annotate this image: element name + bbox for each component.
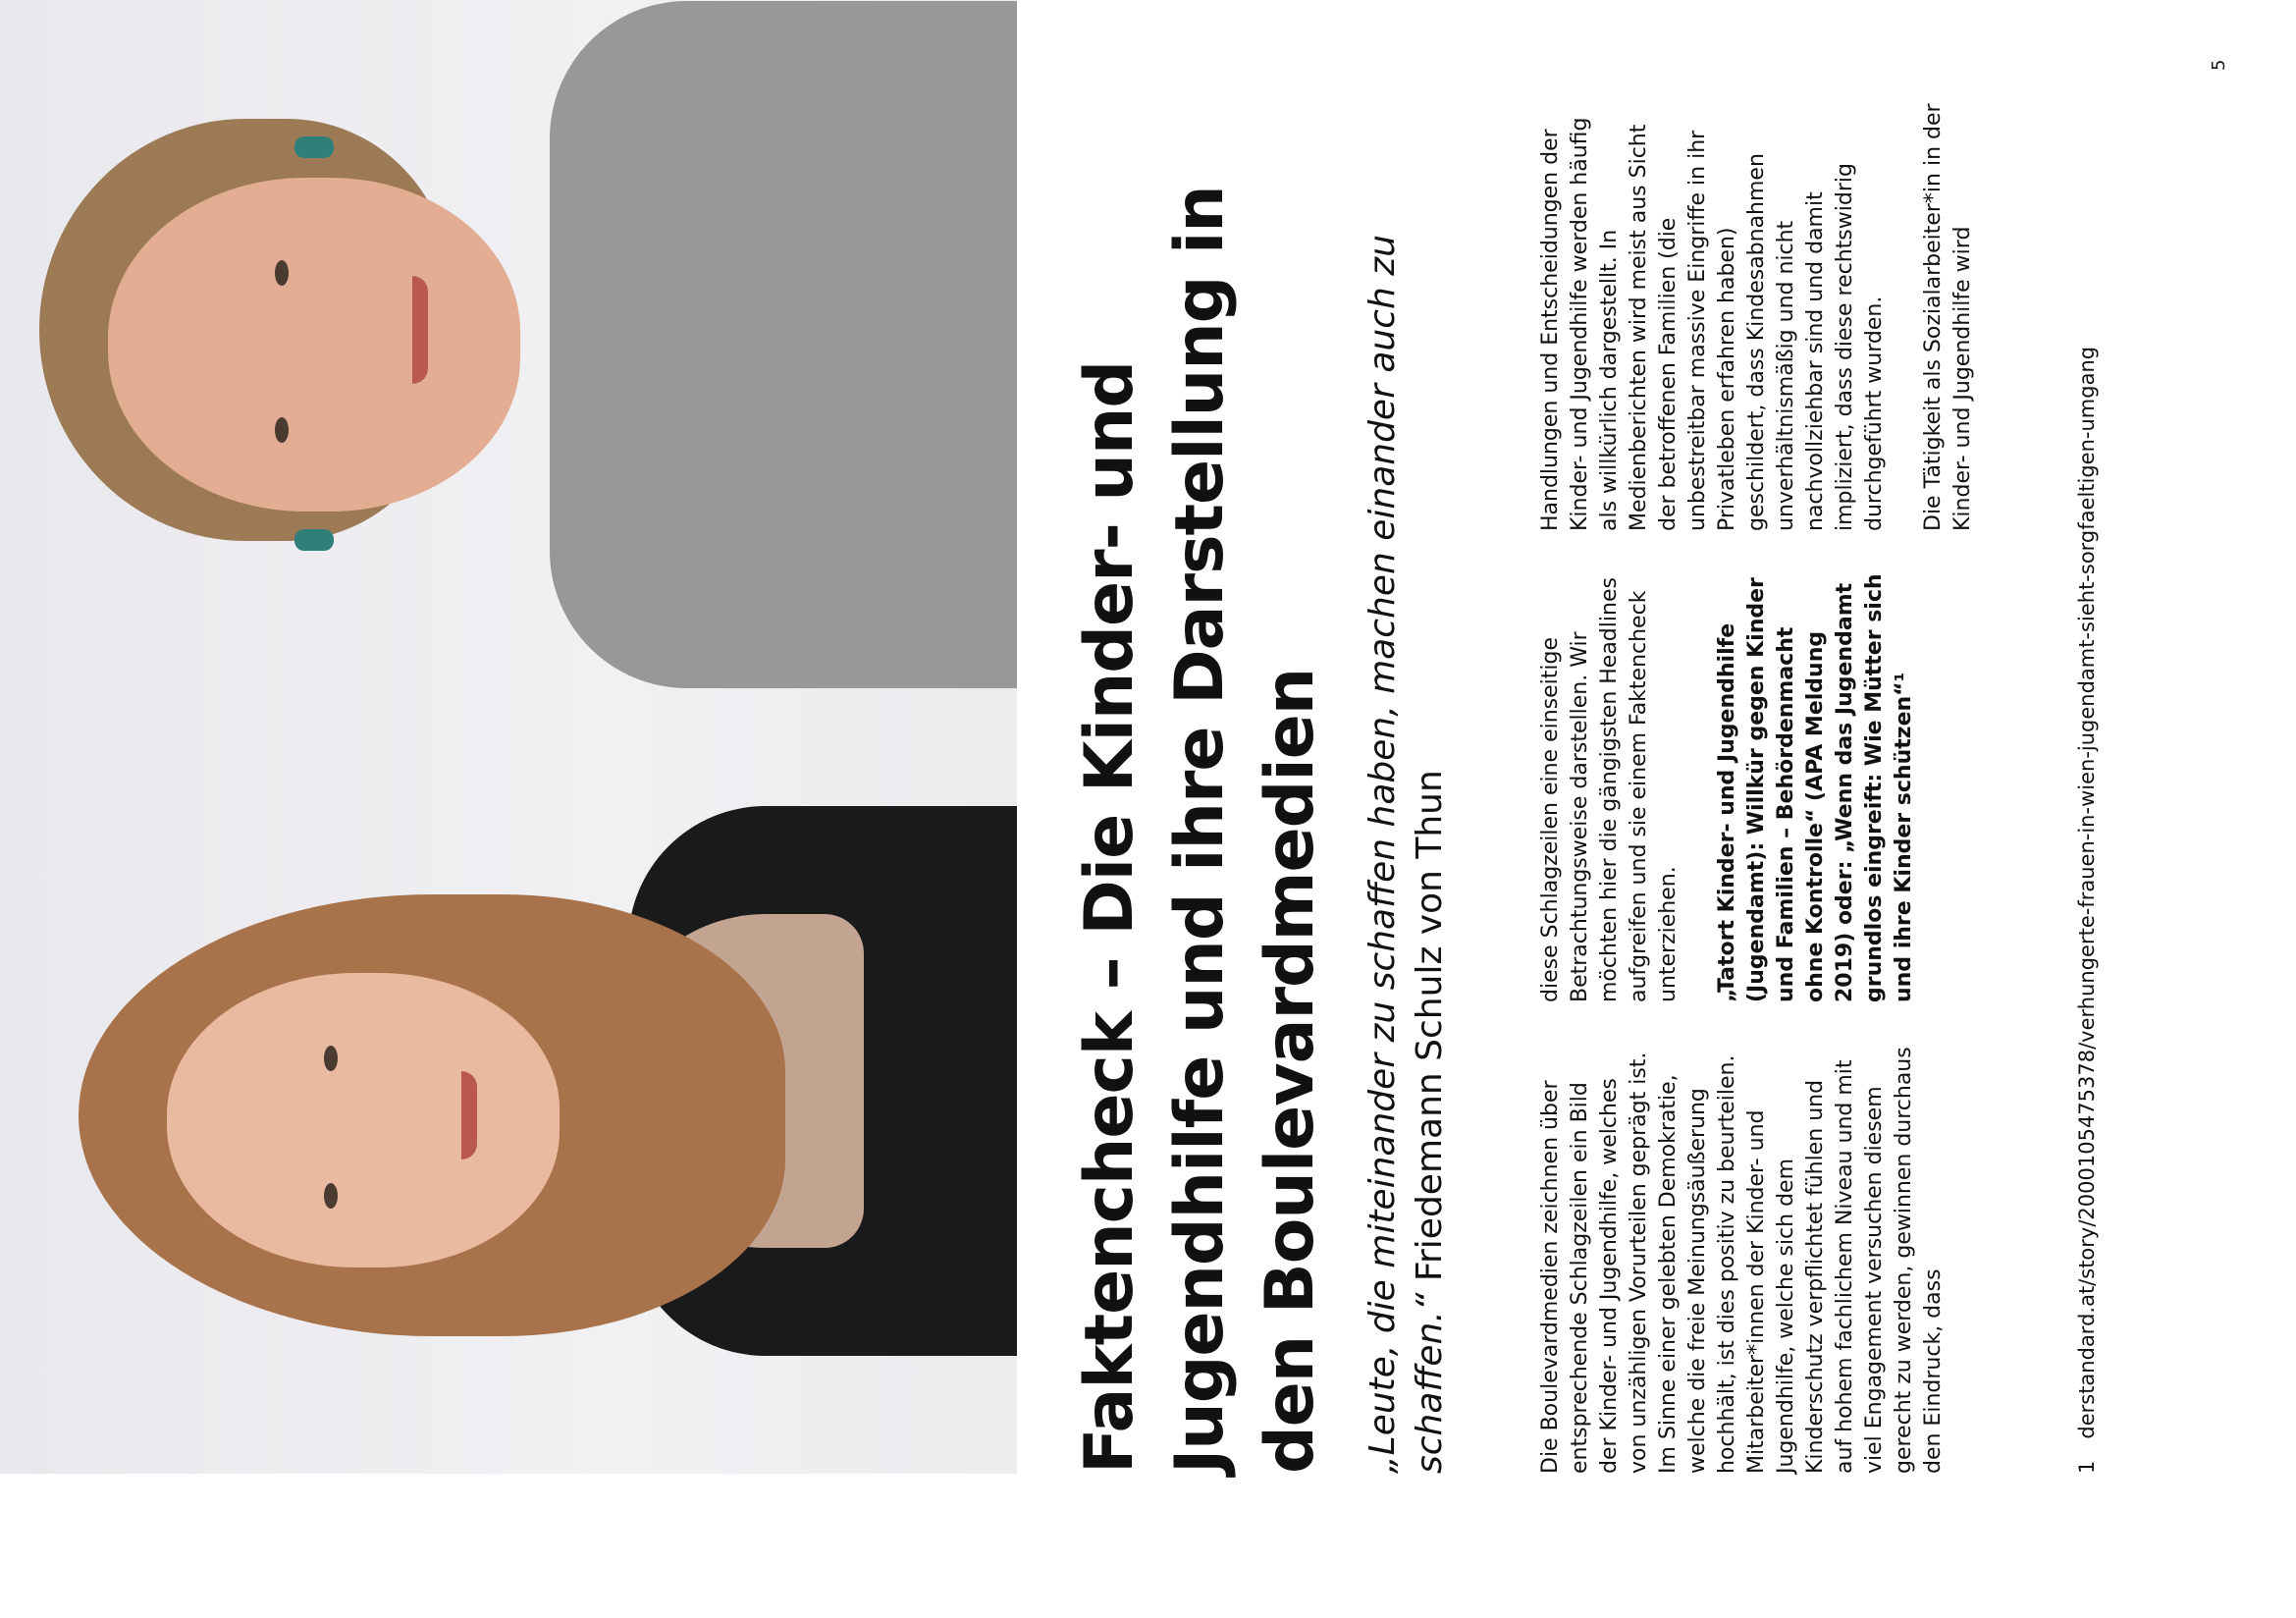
- column-3-paragraph-1: Handlungen und Entscheidungen der Kinder- und Jugendhilfe werden häufig als willkürlich dargestellt. In Medienberichten wird meist aus Sicht der betroffenen Familien (die unbestreitbar massive Eingriffe in ihr Privatleben erfahren haben) geschildert, dass Kindesabnahmen unverhältnismäßig und nicht nachvollziehbar sind und damit impliziert, dass diese rechtswidrig durchgeführt wurden.: [1538, 117, 1887, 531]
- quote-author: Friedemann Schulz von Thun: [1410, 770, 1450, 1282]
- footnote-number: 1: [2075, 1460, 2099, 1474]
- headline: Faktencheck – Die Kinder- und Jugendhilfe und ihre Darstellung in den Boulevardmedien: [1071, 186, 1329, 1474]
- column-2: [1536, 570, 1949, 1002]
- column-3: [1536, 99, 2007, 531]
- quote-text: „Leute, die miteinander zu schaffen haben, machen einander auch zu schaffen.“: [1362, 235, 1450, 1474]
- quote: [1360, 138, 1454, 1474]
- footnote: [2073, 60, 2101, 1474]
- column-3-paragraph-2: Die Tätigkeit als Sozialarbeiter*in in der Kinder- und Jugendhilfe wird: [1921, 103, 1975, 531]
- woman-right: [0, 1, 1017, 728]
- photo-two-women: [0, 0, 1017, 1474]
- column-1: [1536, 1042, 1978, 1474]
- column-1-text: Die Boulevardmedien zeichnen über entsprechende Schlagzeilen ein Bild der Kinder- und Jugendhilfe, welches von unzähligen Vorurteilen geprägt ist. Im Sinne einer gelebten Demokratie, welche die freie Meinungsäußerung hochhält, ist dies positiv zu beurteilen. Mitarbeiter*innen der Kinder- und Jugendhilfe, welche sich dem Kinderschutz verpflichtet fühlen und auf hohem fachlichem Niveau und mit viel Engagement versuchen diesem gerecht zu werden, gewinnen durchaus den Eindruck, dass: [1538, 1047, 1946, 1474]
- column-2-text: diese Schlagzeilen eine einseitige Betrachtungsweise darstellen. Wir möchten hier die gängigsten Headlines aufgreifen und sie einem Faktencheck unterziehen.: [1538, 577, 1681, 1002]
- page-number: 5: [2209, 59, 2229, 71]
- footnote-link[interactable]: derstandard.at/story/2000105475378/verhungerte-frauen-in-wien-jugendamt-sieht-sorgfaeltigen-umgang: [2075, 346, 2099, 1439]
- column-2-bold-headline: „Tatort Kinder- und Jugendhilfe (Jugendamt): Willkür gegen Kinder und Familien – Behördenmacht ohne Kontrolle“ (APA Meldung 2019) oder: „Wenn das Jugendamt grundlos eingreift: Wie Mütter sich und ihre Kinder schützen“¹: [1715, 573, 1916, 1002]
- woman-left: [0, 767, 1017, 1474]
